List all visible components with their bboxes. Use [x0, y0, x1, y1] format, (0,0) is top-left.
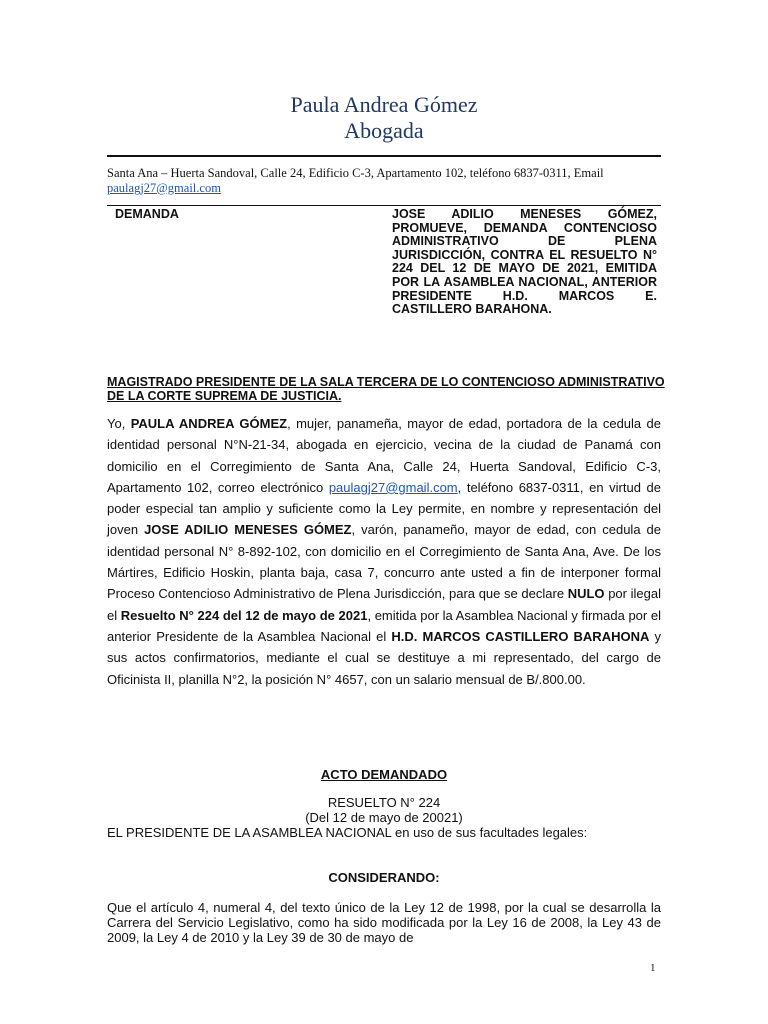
- letterhead-name: Paula Andrea Gómez: [290, 92, 478, 117]
- acto-demandado-title: ACTO DEMANDADO: [320, 767, 448, 782]
- demanda-label: DEMANDA: [115, 207, 179, 221]
- considerando-title: CONSIDERANDO:: [328, 870, 440, 885]
- presidente-paragraph: EL PRESIDENTE DE LA ASAMBLEA NACIONAL en uso de sus facultades legales:: [107, 825, 588, 840]
- body-bold-resuelto: Resuelto N° 224 del 12 de mayo de 2021: [120, 607, 368, 623]
- body-bold-lawyer: PAULA ANDREA GÓMEZ: [130, 416, 288, 431]
- demanda-summary: JOSE ADILIO MENESES GÓMEZ, PROMUEVE, DEMANDA CONTENCIOSO ADMINISTRATIVO DE PLENA JURISDICCIÓN, CONTRA EL RESUELTO N° 224 DEL 12 DE MAYO DE 2021, EMITIDA POR LA ASAMBLEA NACIONAL, ANTERIOR PRESIDENTE H.D. MARCOS E. CASTILLERO BARAHONA.: [392, 207, 657, 317]
- body-bold-nulo: NULO: [567, 586, 605, 602]
- resuelto-date: (Del 12 de mayo de 20021): [305, 810, 463, 825]
- letterhead: [0, 92, 768, 144]
- address-divider: [107, 205, 661, 206]
- address-email-link[interactable]: paulagj27@gmail.com: [107, 180, 221, 195]
- letterhead-address: [107, 166, 661, 195]
- body-text: , emitida por la Asamblea Nacional y firmada por el anterior Presidente de la Asamblea Nacional el: [107, 607, 661, 644]
- body-text: Yo,: [107, 416, 131, 431]
- body-email-link[interactable]: paulagj27@gmail.com: [328, 479, 458, 495]
- address-text: Santa Ana – Huerta Sandoval, Calle 24, Edificio C-3, Apartamento 102, teléfono 6837-0311, Email: [107, 166, 604, 180]
- page-number: 1: [650, 962, 656, 974]
- letterhead-title: Abogada: [344, 118, 424, 143]
- body-text: , teléfono 6837-0311, en virtud de poder especial tan amplio y suficiente como la Ley permite, en nombre y representación del joven: [107, 479, 661, 538]
- considerando-paragraph: Que el artículo 4, numeral 4, del texto único de la Ley 12 de 1998, por la cual se desarrolla la Carrera del Servicio Legislativo, como ha sido modificada por la Ley 16 de 2008, la Ley 43 de 2009, la Ley 4 de 2010 y la Ley 39 de 30 de mayo de: [107, 900, 661, 945]
- letterhead-divider: [107, 155, 661, 157]
- body-text: y sus actos confirmatorios, mediante el cual se destituye a mi representado, del cargo de Oficinista II, planilla N°2, la posición N° 4657, con un salario mensual de B/.800.00.: [107, 628, 661, 687]
- body-bold-official: H.D. MARCOS CASTILLERO BARAHONA: [391, 628, 650, 644]
- addressee-heading: MAGISTRADO PRESIDENTE DE LA SALA TERCERA DE LO CONTENCIOSO ADMINISTRATIVO DE LA CORTE SUPREMA DE JUSTICIA.: [107, 375, 665, 403]
- body-bold-client: JOSE ADILIO MENESES GÓMEZ: [144, 522, 352, 538]
- resuelto-number: RESUELTO N° 224: [327, 795, 441, 810]
- body-paragraph: [107, 413, 661, 690]
- body-text: , mujer, panameña, mayor de edad, portadora de la cedula de identidad personal N°N-21-34, abogada en ejercicio, vecina de la ciudad de Panamá con domicilio en el Corregimiento de Santa Ana, Calle 24, Huerta Sandoval, Edificio C-3, Apartamento 102, correo electrónico: [107, 416, 661, 495]
- body-text: por ilegal el: [107, 586, 661, 623]
- body-text: , varón, panameño, mayor de edad, con cedula de identidad personal N° 8-892-102, con domicilio en el Corregimiento de Santa Ana, Ave. De los Mártires, Edificio Hoskin, planta baja, casa 7, concurro ante usted a fin de interponer formal Proceso Contencioso Administrativo de Plena Jurisdicción, para que se declare: [107, 522, 661, 602]
